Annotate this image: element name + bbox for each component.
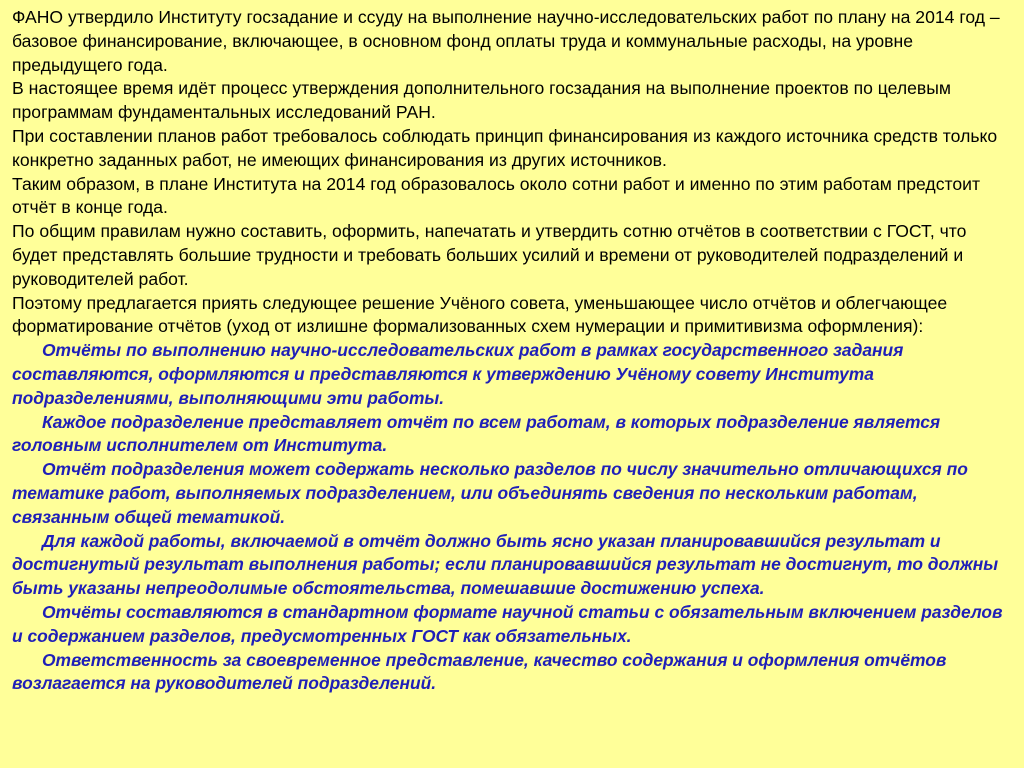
decision-item: Отчёты составляются в стандартном формате научной статьи с обязательным включением разделов и содержанием разделов, предусмотренных ГОСТ как обязательных. [12,601,1003,646]
decision-item: Ответственность за своевременное представление, качество содержания и оформления отчётов возлагается на руководителей подразделений. [12,649,947,694]
paragraph-proposal-intro: Поэтому предлагается приять следующее решение Учёного совета, уменьшающее число отчётов и облегчающее форматирование отчётов (уход от излишне формализованных схем нумерации и примитивизма оформления): [12,292,948,337]
paragraph-hundred-works: Таким образом, в плане Института на 2014 год образовалось около сотни работ и именно по этим работам предстоит отчёт в конце года. [12,173,981,218]
paragraph-gost-difficulty: По общим правилам нужно составить, оформить, напечатать и утвердить сотню отчётов в соответствии с ГОСТ, что будет представлять большие трудности и требовать больших усилий и времени от руководителей подразделений и руководителей работ. [12,221,967,289]
decision-item: Отчёт подразделения может содержать несколько разделов по числу значительно отличающихся по тематике работ, выполняемых подразделением, или объединять сведения по нескольким работам, связанным общей тематикой. [12,459,968,527]
decision-item: Каждое подразделение представляет отчёт по всем работам, в которых подразделение является головным исполнителем от Института. [12,411,941,456]
decision-item: Отчёты по выполнению научно-исследовательских работ в рамках государственного задания составляются, оформляются и представляются к утверждению Учёному совету Института подразделениями, выполняющими эти работы. [12,340,904,408]
paragraph-planning-principle: При составлении планов работ требовалось соблюдать принцип финансирования из каждого источника средств только конкретно заданных работ, не имеющих финансирования из других источников. [12,125,998,170]
paragraph-funding: ФАНО утвердило Институту госзадание и ссуду на выполнение научно-исследовательских работ по плану на 2014 год – базовое финансирование, включающее, в основном фонд оплаты труда и коммунальные расходы, на уровне предыдущего года. [12,7,1000,75]
decision-item: Для каждой работы, включаемой в отчёт должно быть ясно указан планировавшийся результат и достигнутый результат выполнения работы; если планировавшийся результат не достигнут, то должны быть указаны непреодолимые обстоятельства, помешавшие достижению успеха. [12,530,999,599]
paragraph-additional-task: В настоящее время идёт процесс утверждения дополнительного госзадания на выполнение проектов по целевым программам фундаментальных исследований РАН. [12,78,951,123]
